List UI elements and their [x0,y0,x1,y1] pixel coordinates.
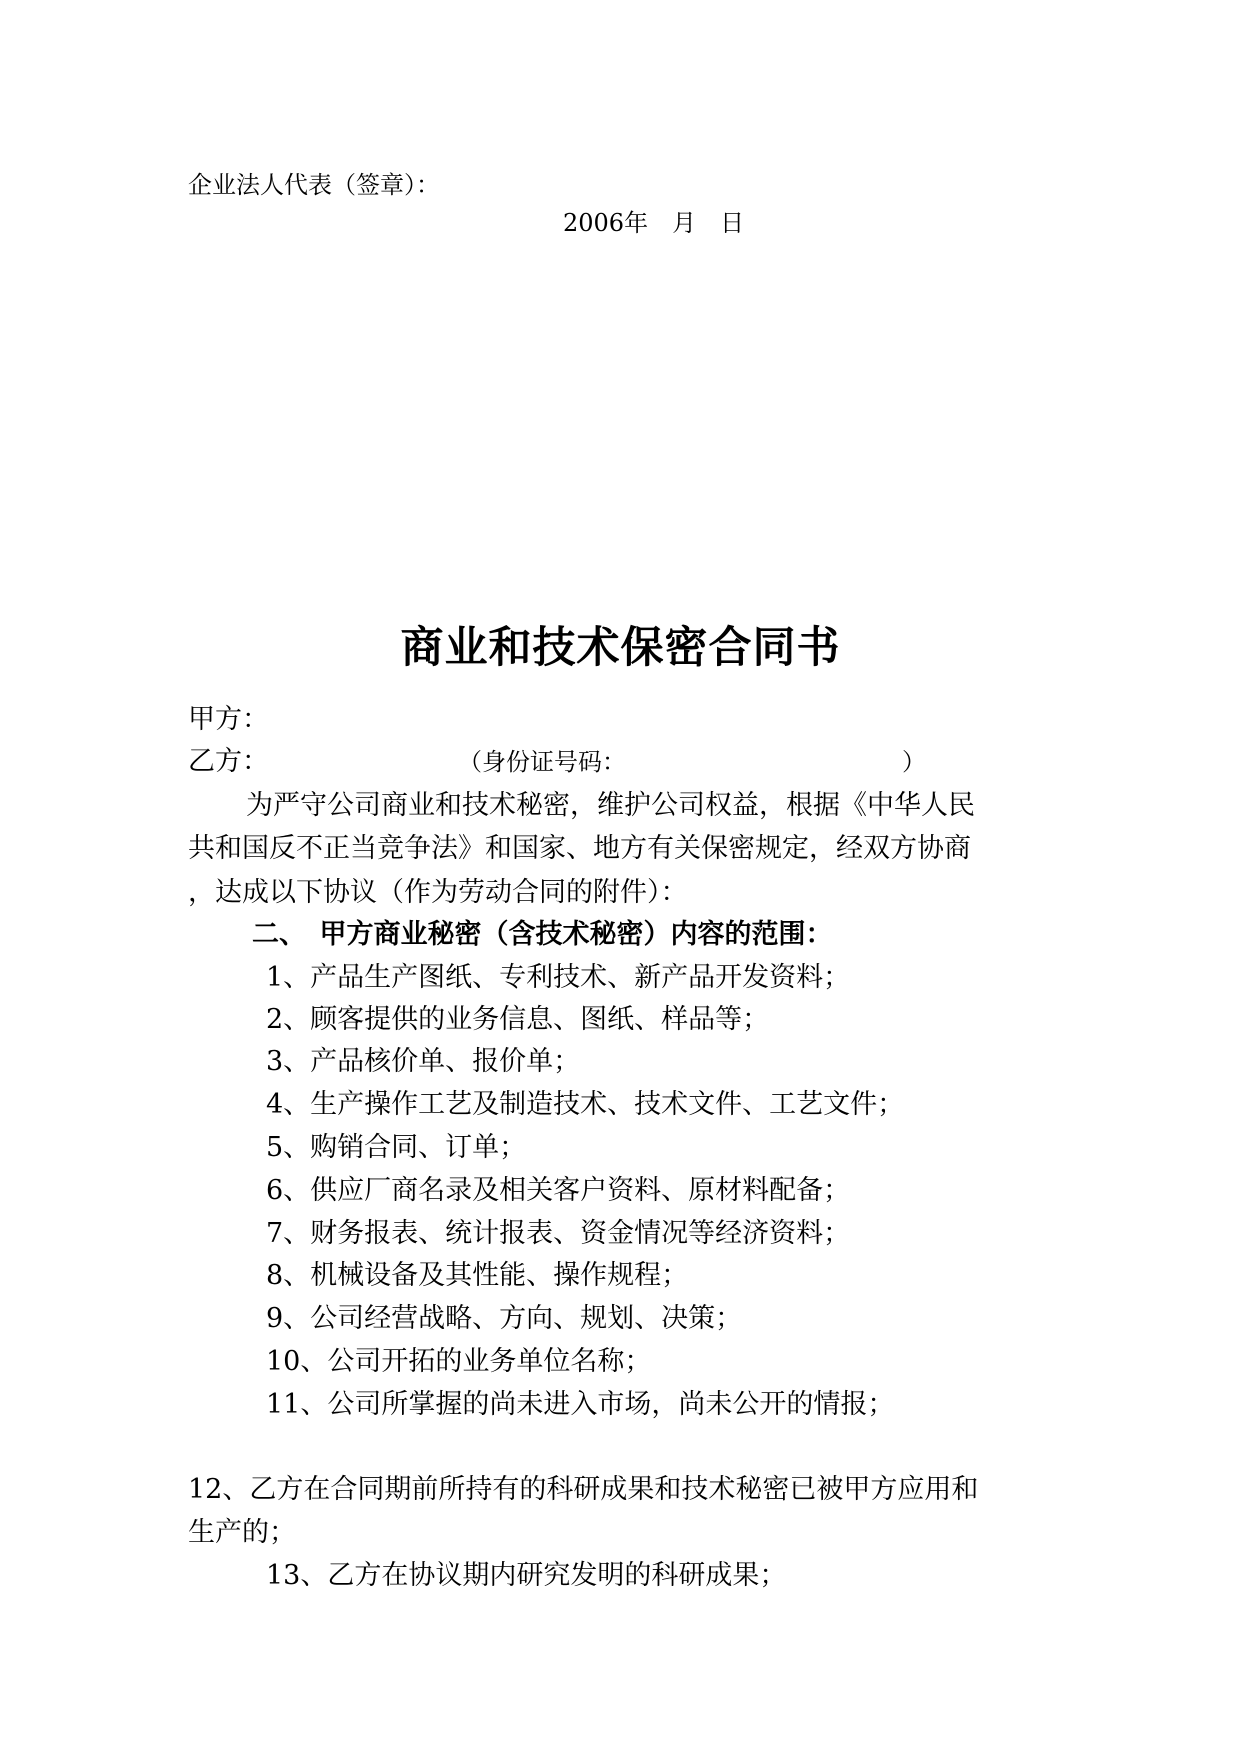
list-item: 3、产品核价单、报价单； [266,1046,581,1077]
intro-line-1: 为严守公司商业和技术秘密，维护公司权益，根据《中华人民 [246,790,975,821]
party-a-label: 甲方： [188,704,269,735]
list-item: 5、购销合同、订单； [266,1132,527,1163]
party-b-label: 乙方： [188,746,269,777]
intro-line-2: 共和国反不正当竞争法》和国家、地方有关保密规定，经双方协商 [188,833,971,864]
list-item: 11、公司所掌握的尚未进入市场，尚未公开的情报； [266,1389,895,1420]
list-item: 9、公司经营战略、方向、规划、决策； [266,1303,743,1334]
item-12-line-1: 12、乙方在合同期前所持有的科研成果和技术秘密已被甲方应用和 [188,1474,979,1505]
list-item: 8、机械设备及其性能、操作规程； [266,1260,689,1291]
list-item: 1、产品生产图纸、专利技术、新产品开发资料； [266,962,851,993]
list-item: 10、公司开拓的业务单位名称； [266,1346,652,1377]
item-12-line-2: 生产的； [188,1517,296,1548]
date-line: 2006年 月 日 [563,209,745,237]
list-item: 7、财务报表、统计报表、资金情况等经济资料； [266,1218,851,1249]
party-b-id-field: （身份证号码： ） [458,748,926,776]
list-item: 2、顾客提供的业务信息、图纸、样品等； [266,1004,770,1035]
signature-label: 企业法人代表（签章）： [188,171,440,199]
document-title: 商业和技术保密合同书 [400,623,841,673]
list-item: 4、生产操作工艺及制造技术、技术文件、工艺文件； [266,1089,905,1120]
intro-line-3: ，达成以下协议（作为劳动合同的附件）： [188,877,688,908]
list-item: 6、供应厂商名录及相关客户资料、原材料配备； [266,1175,851,1206]
section-heading: 二、 甲方商业秘密（含技术秘密）内容的范围： [252,919,833,950]
item-13: 13、乙方在协议期内研究发明的科研成果； [266,1560,787,1591]
